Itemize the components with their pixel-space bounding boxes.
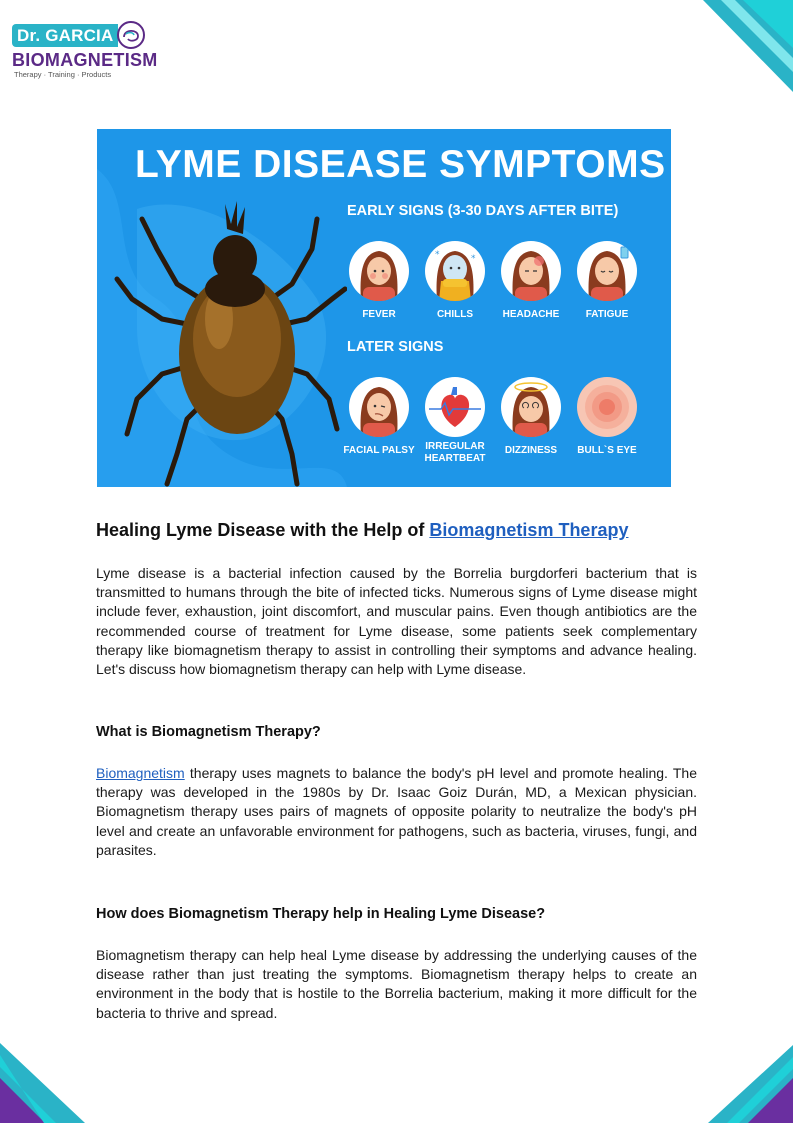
corner-decoration-bottom-left bbox=[0, 1023, 100, 1123]
article-heading bbox=[96, 520, 628, 541]
logo-brand-bottom: BIOMAGNETISM bbox=[12, 50, 158, 70]
chills-icon bbox=[425, 241, 485, 301]
svg-text:*: * bbox=[435, 250, 440, 260]
symptom-facial-palsy bbox=[339, 377, 419, 457]
symptom-label: DIZZINESS bbox=[504, 445, 558, 456]
symptom-fever bbox=[339, 241, 419, 321]
fever-icon bbox=[349, 241, 409, 301]
heart-icon bbox=[425, 377, 485, 437]
corner-decoration-top-right bbox=[693, 0, 793, 95]
lyme-symptoms-infographic bbox=[97, 129, 671, 487]
symptom-label: FEVER bbox=[362, 309, 396, 320]
tick-illustration bbox=[107, 189, 347, 487]
later-signs-heading: LATER SIGNS bbox=[347, 339, 444, 355]
section-heading-what-is: What is Biomagnetism Therapy? bbox=[96, 724, 321, 740]
biomagnetism-link[interactable]: Biomagnetism bbox=[96, 765, 185, 781]
article-heading-text: Healing Lyme Disease with the Help of bbox=[96, 520, 430, 540]
svg-text:*: * bbox=[471, 254, 476, 264]
early-signs-heading: EARLY SIGNS (3-30 DAYS AFTER BITE) bbox=[347, 203, 619, 219]
headache-icon bbox=[501, 241, 561, 301]
symptom-label: BULL`S EYE bbox=[577, 445, 637, 456]
symptom-label: CHILLS bbox=[436, 309, 474, 320]
corner-decoration-bottom-right bbox=[693, 1023, 793, 1123]
symptom-fatigue bbox=[567, 241, 647, 321]
section-heading-how-does: How does Biomagnetism Therapy help in Healing Lyme Disease? bbox=[96, 906, 546, 922]
section-how-does-paragraph: Biomagnetism therapy can help heal Lyme disease by addressing the underlying causes of the disease rather than just treating the symptoms. Biomagnetism therapy helps to create an environment in the body that is hostile to the Borrelia bacterium, making it more difficult for the bacteria to thrive and spread. bbox=[96, 947, 697, 1021]
dizziness-icon bbox=[501, 377, 561, 437]
symptom-label: FACIAL PALSY bbox=[343, 445, 415, 456]
brand-logo[interactable] bbox=[12, 20, 182, 82]
logo-tagline: Therapy · Training · Products bbox=[14, 70, 112, 79]
symptom-bulls-eye bbox=[567, 377, 647, 457]
logo-brand-top: Dr. GARCIA bbox=[12, 24, 118, 47]
section-what-is-text: therapy uses magnets to balance the body's pH level and promote healing. The therapy was developed in the 1980s by Dr. Isaac Goiz Durán, MD, a Mexican physician. Biomagnetism therapy uses pairs of magnets of opposite polarity to neutralize the body's pH level and create an unfavorable environment for pathogens, such as bacteria, viruses, fungi, and parasites. bbox=[96, 765, 697, 858]
intro-paragraph: Lyme disease is a bacterial infection caused by the Borrelia burgdorferi bacterium that is transmitted to humans through the bite of infected ticks. Numerous signs of Lyme disease might include fever, exhaustion, joint discomfort, and muscular pains. Even though antibiotics are the recommended course of treatment for Lyme disease, some patients seek complementary therapy like biomagnetism therapy to assist in controlling their symptoms and advance healing. Let's discuss how biomagnetism therapy can help with Lyme disease. bbox=[96, 565, 697, 678]
symptom-label: FATIGUE bbox=[585, 309, 629, 320]
biomagnetism-therapy-link[interactable]: Biomagnetism Therapy bbox=[429, 520, 629, 540]
fatigue-icon bbox=[577, 241, 637, 301]
brain-magnet-icon bbox=[116, 20, 146, 50]
symptom-label: HEADACHE bbox=[502, 309, 560, 320]
facial-palsy-icon bbox=[349, 377, 409, 437]
symptom-dizziness bbox=[491, 377, 571, 457]
symptom-chills bbox=[415, 241, 495, 321]
bulls-eye-rash-icon bbox=[577, 377, 637, 437]
symptom-label: IRREGULAR HEARTBEAT bbox=[424, 441, 486, 464]
infographic-title: LYME DISEASE SYMPTOMS bbox=[135, 143, 666, 186]
symptom-irregular-heartbeat bbox=[415, 377, 495, 465]
section-what-is-paragraph bbox=[96, 764, 697, 860]
symptom-headache bbox=[491, 241, 571, 321]
